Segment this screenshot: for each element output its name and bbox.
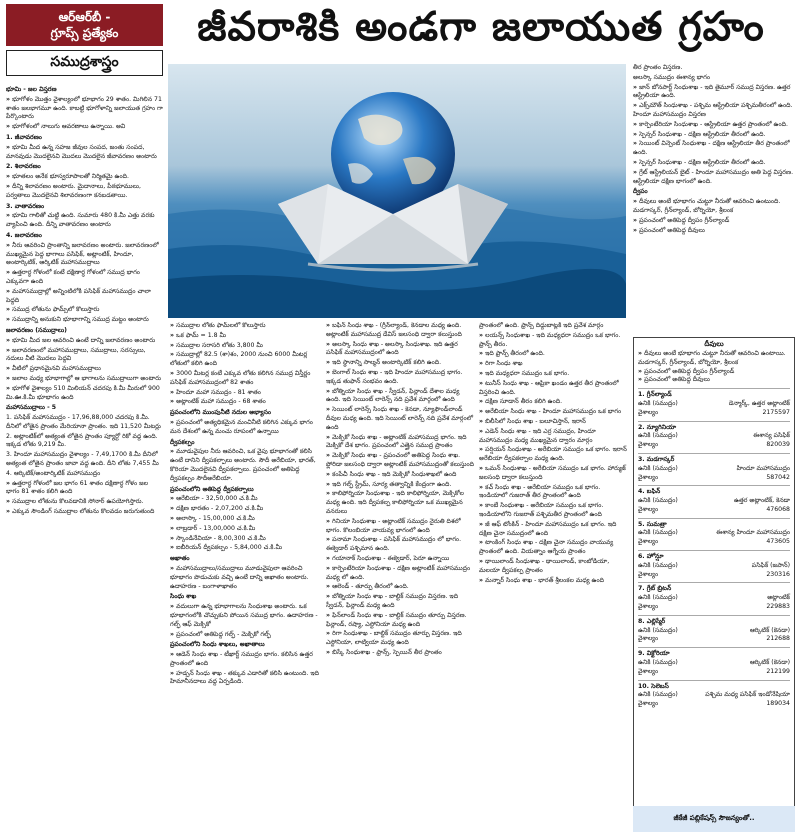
island-name: 4. బఫిన్ [638, 488, 661, 496]
c1-p29: » ఎక్కువ సౌండింగ్ సముద్రాల లోతును కొలవడం జరుగుతుంది [6, 508, 163, 517]
c5-p3: » ఎక్స్‌మౌత్ సింధుశాఖ - పశ్చిమ ఆస్ట్రేలియా పశ్చిమతీరంలో ఉంది. హిందూ మహాసముద్రం విస్తరణ [633, 102, 795, 120]
c5-p12: » ప్రపంచంలో అతిపెద్ద దీవులు [633, 227, 795, 236]
island-area: 2175597 [762, 408, 790, 416]
c1-p18: » జలావరణంలో మహాసముద్రాలు, సముద్రాలు, సరస్సులు, నదులు వీటి మొదలు పెద్దవి [6, 347, 163, 365]
island-location: హిందూ మహాసముద్రం [736, 464, 790, 472]
island-area-label: వైశాల్యం [638, 473, 659, 481]
c4-p10: » పర్షియన్ సింధుశాఖ - అరేబియా సముద్రం ఒక భాగం. ఇరాన్ అరేబియా ద్వీపకల్పాల మధ్య ఉంది. [479, 446, 629, 464]
c1-p20: » జలాల మధ్య భూభాగాల్లో ఆ భాగాలను సముద్రాలుగా అంటారు [6, 375, 163, 384]
c1-p27: » ఉత్తరార్ధ గోళంలో జల భాగం 61 శాతం దక్షిణార్ధ గోళం జల భాగం 81 శాతం కలిగి ఉంది [6, 480, 163, 498]
island-entry [638, 421, 790, 450]
tag-line-1: ఆర్‌ఆర్‌బీ - [58, 9, 111, 24]
c3-p4: » బోత్నియా సింధు శాఖ - స్వీడన్, ఫిన్లాండ్ దేశాల మధ్య ఉంది. ఇది సెయింట్ లారెన్స్ నది ప్రవేశ మార్గంలో ఉంది [326, 388, 474, 406]
island-entry [638, 550, 790, 579]
c5-p0: తీర ప్రాంతం విస్తరణ. [633, 64, 683, 71]
c3-p9: » ఇది గల్ఫ్ స్ట్రీమ్, సూర్య తత్వాన్నికి కేంద్రంగా ఉంది. [326, 481, 474, 490]
c2-p6: » అట్లాంటిక్ మహా సముద్రం - 68 శాతం [170, 398, 321, 407]
island-location: ఈశాన్య హిందూ మహాసముద్రం [716, 529, 790, 537]
c1-p25: 3. హిందూ మహాసముద్రం వైశాల్యం - 7,49,1700 కి.మీ దీనిలో అత్యంత లోతైన ప్రాంతం జావా వద్ద ఉంది. దీని లోతు 7,455 మీ [6, 451, 159, 468]
island-location: పసిఫిక్ (జపాన్) [751, 561, 790, 569]
c4-p13: » కాంబే సింధుశాఖ - అరేబియా సముద్రం ఒక భాగం. ఇండియాలోని గుజరాత్ పశ్చిమతీర ప్రాంతంలో ఉంది [479, 502, 629, 520]
islands-intro: » దీవులు అంటే భూభాగం చుట్టూ నీరుతో ఆవరించి ఉంటాయి. మడగాస్కర్, గ్రీన్‌ల్యాండ్, బోర్నియో, శ్రీలంక [638, 350, 790, 368]
c2-p5: » హిందూ మహా సముద్రం - 81 శాతం [170, 389, 321, 398]
island-name: 3. మడగాస్కర్ [638, 455, 675, 463]
c2-p11: ప్రపంచంలోని అతిపెద్ద ద్వీపకల్పాలు [170, 485, 254, 493]
c3-p0: » బఫిన్ సింధు శాఖ - (గ్రీన్‌ల్యాండ్, కెనడాల మధ్య ఉంది. అట్లాంటిక్ మహాసముద్ర డేవిస్ జలసంధి ద్వారా కలుస్తుంది [326, 322, 474, 340]
c1-p24: 2. అట్లాంటిక్‌లో అత్యంత లోతైన ప్రాంతం ప్యూర్టో రికో వద్ద ఉంది. ఇక్కడ లోతు 9,219 మీ. [6, 432, 158, 449]
c5-p6: » సెయింట్ విన్సెంట్ సింధుశాఖ - దక్షిణ ఆస్ట్రేలియా తీర ప్రాంతంలో ఉంది. [633, 140, 795, 158]
c1-p2: » భూగోళంలో నాలుగు ఆవరణాలు ఉన్నాయి. అవి [6, 123, 163, 132]
island-location: ఆర్కిటిక్ (కెనడా) [749, 626, 790, 634]
publication-credit: జీకేజీ పబ్లికేషన్స్ సౌజన్యంతో.. [633, 806, 795, 832]
c4-p2: » ఇది ఫ్రాన్స్ తీరంలో ఉంది. [479, 350, 629, 359]
c2-p4: » 3000 మీటర్ల కంటే ఎక్కువ లోతు కలిగిన సముద్ర విస్తీర్ణం పసిఫిక్ మహాసముద్రంలో 82 శాతం [170, 370, 321, 388]
c3-p18: » రిగా సింధుశాఖ - బాల్టిక్ సముద్రం తూర్పు విస్తరణ. ఇది ఎస్టోనియా, లాట్వియా మధ్య ఉంది [326, 630, 474, 648]
island-location: ఉత్తర అట్లాంటిక్, కెనడా [734, 497, 790, 505]
c2-p13: » దక్షిణ భారతం - 2,07,200 చ.కి.మీ [170, 505, 321, 514]
c4-p4: » ఇది మధ్యధరా సముద్రం ఒక భాగం. [479, 370, 629, 379]
c5-p5: » స్పెన్సర్ సింధుశాఖ - దక్షిణ ఆస్ట్రేలియా తీరంలో ఉంది. [633, 131, 795, 140]
c1-p6: » భూతలం అనేక భూస్వరూపాలతో నిర్మితమై ఉంది. [6, 173, 163, 182]
c2-p18: అఖాతం [170, 555, 190, 563]
c1-p11: » నీరు ఆవరించి ప్రాంతాన్ని జలావరణం అంటారు. జలావరణంలో ముఖ్యమైన పెద్ద భాగాలు పసిఫిక్, అట్లాంటిక్, హిందూ, అంటార్కిటిక్, ఆర్కిటిక్ మహాసముద్రాలు [6, 242, 163, 268]
c3-p6: » మెక్సికో సింధు శాఖ - అట్లాంటిక్ మహాసముద్ర భాగం. ఇది మెక్సికో దేశ భాగం. ప్రపంచంలో ఎత్తైన సముద్ర ప్రాంతం [326, 434, 474, 452]
c1-p19: » వీటిలో ప్రధానమైనవి మహాసముద్రాలు [6, 365, 163, 374]
island-area: 476068 [766, 505, 790, 513]
c1-p8: 3. వాతావరణం [6, 202, 45, 210]
c4-p12: » కచ్ సింధు శాఖ - అరేబియా సముద్రం ఒక భాగం. ఇండియాలో గుజరాత్ తీర ప్రాంతంలో ఉంది [479, 484, 629, 502]
c2-p10: » మూడువైపుల నీరు ఆవరించి, ఒక వైపు భూభాగంతో కలిసి ఉంటే దానిని ద్వీపకల్పాలు అంటారు. సౌదీ అరేబియా, భారత్, కొరియా మొదలైనవి ద్వీపకల్పాలు. ప్రపంచంలో అతిపెద్ద ద్వీపకల్పం సౌదీఅరేబియా. [170, 448, 321, 483]
c5-p10: » దీవులు అంటే భూభాగం చుట్టూ నీరుతో ఆవరించి ఉంటుంది. మడగాస్కర్, గ్రీన్‌ల్యాండ్, బోర్నియో, శ్రీలంక [633, 198, 795, 216]
c2-p9: ద్వీపకల్పం [170, 438, 195, 446]
island-entry [638, 453, 790, 482]
island-name: 10. సెలెబస్ [638, 682, 669, 690]
island-area: 212688 [766, 635, 790, 643]
c5-p9: ద్వీపం [633, 188, 648, 196]
c3-p10: » కాలిఫోర్నియా సింధుశాఖ - ఇది కాలిఫోర్నియా, మెక్సికోల మధ్య ఉంది. ఇది ద్వీపకల్ప కాలిఫోర్నియా ఒక ముఖ్యమైన వనరులు [326, 490, 474, 516]
c2-p14: » అలాస్కా - 15,00,000 చ.కి.మీ [170, 515, 321, 524]
island-location: ఈశాన్య పసిఫిక్ [753, 432, 790, 440]
c1-p14: » సముద్ర లోతును ఫామ్స్‌లో కొలుస్తారు [6, 306, 163, 315]
c2-p21: » వదులుగా ఉన్న భూభాగాలను సింధుశాఖ అంటారు. ఒక భూభాగంలోకి చొచ్చుకుని పోయిన సముద్ర భాగం. ఉదాహరణ - గల్ఫ్ ఆఫ్ మెక్సికో [170, 603, 321, 629]
column-1 [6, 84, 163, 832]
c1-p13: » మహాసముద్రాల్లో అన్నింటిలోకి పసిఫిక్ మహాసముద్రం చాలా పెద్దది [6, 288, 163, 306]
c1-p22: మహాసముద్రాలు - 5 [6, 404, 57, 412]
island-area-label: వైశాల్యం [638, 603, 659, 611]
c4-p9: » ఎడెన్ సింధు శాఖ - ఇది ఎర్ర సముద్రం, హిందూ మహాసముద్రం మధ్య ముఖ్యమైన ద్వారం మార్గం [479, 428, 629, 446]
island-area-label: వైశాల్యం [638, 570, 659, 578]
c4-p7: » అరేబియా సింధు శాఖ - హిందూ మహాసముద్రం ఒక భాగం [479, 408, 629, 417]
island-name: 2. న్యూగినియా [638, 423, 677, 431]
island-entry [638, 485, 790, 514]
c2-p20: సింధు శాఖ [170, 593, 197, 601]
c3-p19: » బిస్కే సింధుశాఖ - ఫ్రాన్స్, స్పెయిన్ తీర ప్రాంతం [326, 649, 474, 658]
island-area: 229883 [766, 603, 790, 611]
c4-p0: ప్రాంతంలో ఉంది. ఫ్రాన్స్ దిద్దుబాట్లకి ఇది ప్రవేశ మార్గం [479, 322, 604, 329]
island-location-label: ఉనికి (సముద్రం) [638, 626, 678, 634]
island-area-label: వైశాల్యం [638, 408, 659, 416]
c1-p28: » సముద్రాల లోతును కొలవడానికి సోనార్ ఉపయోగిస్తారు. [6, 498, 163, 507]
island-location-label: ఉనికి (సముద్రం) [638, 594, 678, 602]
islands-box-title: దీవులు [704, 340, 724, 348]
column-4 [479, 322, 629, 832]
island-area-label: వైశాల్యం [638, 538, 659, 546]
c3-p2: » ఇది స్థానాన్ని సాల్మన్ అంటార్కిటిక్ కలిగి ఉంది. [326, 359, 474, 368]
island-area-label: వైశాల్యం [638, 635, 659, 643]
c5-p2: » జాన్ బోనపార్ట్ సింధుశాఖ - ఇది తైమూర్ సముద్ర విస్తరణ. ఉత్తర ఆస్ట్రేలియా ఉంది. [633, 84, 795, 102]
c2-p7: ప్రపంచంలోని ముంపునీటి నదుల అభ్యాసం [170, 409, 272, 417]
c3-p12: » పనామా సింధుశాఖ - పసిఫిక్ మహాసముద్రం లో భాగం. ఈక్వెడార్ పశ్చిమాన ఉంది. [326, 536, 474, 554]
island-area: 189034 [766, 700, 790, 708]
c1-p26: 4. ఆర్కిటిక్/అంటార్కిటిక్ మహాసముద్రం [6, 469, 101, 477]
c1-p5: 2. శిలావరణం [6, 163, 41, 171]
c4-p6: » దక్షిణ సూడాన్ తీరం కలిగి ఉంది. [479, 398, 629, 407]
island-location-label: ఉనికి (సముద్రం) [638, 497, 678, 505]
island-location-label: ఉనికి (సముద్రం) [638, 561, 678, 569]
c4-p15: » టాంకింగ్ సింధు శాఖ - దక్షిణ చైనా సముద్రం వాయువ్య ప్రాంతంలో ఉంది. వియత్నాం ఆగ్నేయ ప్రాంతం [479, 539, 629, 557]
c1-p1: » భూగోళం మొత్తం వైశాల్యంలో భూభాగం 29 శాతం. మిగిలిన 71 శాతం జలభాగమూ ఉంది. కాబట్టి భూగోళాన్ని జలాయుత గ్రహం గా పేర్కొంటారు [6, 96, 163, 122]
c1-p15: » సముద్రాన్ని అనుకుని భూభాగాన్ని సముద్ర మట్టం అంటారు [6, 316, 163, 325]
c2-p19: » మహాసముద్రాలు/సముద్రాలు మూడువైపులా ఆవరించి భూభాగం పొడుచుకు వచ్చి ఉంటే దాన్ని అఖాతం అంటారు. ఉదాహరణ - బంగాళాఖాతం [170, 565, 321, 591]
c1-p12: » ఉత్తరార్ధ గోళంలో కంటే దక్షిణార్ధ గోళంలో సముద్ర భాగం ఎక్కువగా ఉంది [6, 269, 163, 287]
c2-p0: » సముద్రాల లోతు ఫామ్‌లలో కొలుస్తారు [170, 322, 321, 331]
column-3 [326, 322, 474, 832]
island-location: పశ్చిమ మధ్య పసిఫిక్ ఇండోనేషియా [705, 691, 790, 699]
c3-p15: » ఆలెండ్ - తూర్పు తీరంలో ఉంది. [326, 583, 474, 592]
c2-p16: » స్కాండినేవియా - 8,00,300 చ.కి.మీ [170, 535, 321, 544]
island-area-label: వైశాల్యం [638, 505, 659, 513]
island-entry [638, 680, 790, 709]
c5-p8: » గ్రేట్ ఆస్ట్రేలియన్ బైట్ - హిందూ మహాసముద్రం అతి పెద్ద విస్తరణ. ఆస్ట్రేలియా దక్షిణ భాగంలో ఉంది. [633, 169, 795, 187]
tag-line-2: గ్రూప్స్ ప్రత్యేకం [50, 26, 119, 40]
c2-p12: » ఆరేబియా - 32,50,000 చ.కి.మీ [170, 495, 321, 504]
island-location: అట్లాంటిక్ [767, 594, 790, 602]
island-name: 6. హోన్షూ [638, 553, 664, 561]
c2-p3: » సముద్రాల్లో 82.5 (శా)శం, 2000 నుంచి 6000 మీటర్ల లోతులో కలిగి ఉంది [170, 351, 321, 369]
c4-p17: » మన్నార్ సింధు శాఖ - భారత్ శ్రీలంకల మధ్య ఉంది [479, 577, 629, 586]
island-area: 820039 [766, 441, 790, 449]
island-area-label: వైశాల్యం [638, 441, 659, 449]
c4-p8: » బిలీసిలో సింధు శాఖ - బలూచిస్తాన్, ఇరాన్ [479, 418, 629, 427]
c3-p16: » బోత్నియా సింధు శాఖ - బాల్టిక్ సముద్రం విస్తరణ. ఇది స్వీడన్, ఫిన్లాండ్ మధ్య ఉంది [326, 593, 474, 611]
island-location: డెన్మార్క్, ఉత్తర అట్లాంటిక్ [728, 399, 790, 407]
c2-p24: » ఆడెన్ సింధు శాఖ - టీఖార్ట్ సముద్రం భాగం. కలిసిన ఉత్తర ప్రాంతంలో ఉంది [170, 651, 321, 669]
c2-p25: » హడ్సన్ సింధు శాఖ - తక్కువ ఎడారితో కలిసి ఉంటుంది. ఇది హిమానీనదాలు వద్ద ఏర్పడింది. [170, 670, 321, 688]
island-entry [638, 582, 790, 611]
c1-p7: » దీన్ని శిలావరణం అంటారు. మైదానాలు, పీఠభూములు, పర్వతాలు మొదలైనవి శిలావరణంగా కనబడతాయి. [6, 183, 163, 201]
island-name: 7. గ్రేట్ బ్రిటన్ [638, 585, 672, 593]
c4-p3: » రిగా సింధు శాఖ [479, 360, 629, 369]
c3-p1: » అలస్కా సింధు శాఖ - అలస్కా సింధుశాఖ. ఇది ఉత్తర పసిఫిక్ మహాసముద్రంలో ఉంది [326, 341, 474, 359]
c3-p14: » కార్పెంటేరియా సింధుశాఖ - దక్షిణ అట్లాంటిక్ మహాసముద్రం మధ్య లో ఉంది. [326, 565, 474, 583]
headline: జీవరాశికి అండగా జలాయుత గ్రహం [197, 4, 765, 50]
c2-p22: » ప్రపంచంలో అతిపెద్ద గల్ఫ్ - మెక్సికో గల్ఫ్ [170, 631, 321, 640]
c3-p11: » గినియా సింధుశాఖ - అట్లాంటిక్ సముద్రం నైరుతి దిశలో భాగం. కొలంబియా వాయవ్య భాగంలో ఉంది [326, 518, 474, 536]
c2-p2: » సముద్రాల సరాసరి లోతు 3,800 మీ [170, 342, 321, 351]
c1-p4: » భూమి మీద ఉన్న సహజ జీవుల సంపద, జంతు సంపద, మానవుడు మొదలైనవి మొదలు మొదలైన జీవావరణం అంటారు [6, 144, 163, 162]
island-area: 473605 [766, 538, 790, 546]
c5-p4: » కార్పెంటేరియా సింధుశాఖ - ఆస్ట్రేలియా ఉత్తర ప్రాంతంలో ఉంది. [633, 121, 795, 130]
islands-note-2: » ప్రపంచంలో అతిపెద్ద దీవులు [638, 376, 790, 385]
c2-p15: » లాబ్రడార్ - 13,00,000 చ.కి.మీ [170, 525, 321, 534]
island-name: 5. సుమత్రా [638, 520, 667, 528]
island-area-label: వైశాల్యం [638, 667, 659, 675]
c5-p11: » ప్రపంచంలో అతిపెద్ద ద్వీపం గ్రీన్‌ల్యాండ్ [633, 217, 795, 226]
island-entry [638, 647, 790, 676]
islands-note-1: » ప్రపంచంలో అతిపెద్ద ద్వీపం గ్రీన్‌ల్యాండ్ [638, 368, 790, 377]
island-location-label: ఉనికి (సముద్రం) [638, 529, 678, 537]
c1-p0: భూమి - జల విస్తరణ [6, 86, 57, 93]
island-entry [638, 388, 790, 417]
island-entry [638, 615, 790, 644]
c3-p7: » మెక్సికో సింధు శాఖ - ప్రపంచంలో అతిపెద్ద సింధు శాఖ. ఫ్లోరిడా జలసంధి ద్వారా అట్లాంటిక్ మహాసముద్రంతో కలుస్తుంది [326, 452, 474, 470]
island-location-label: ఉనికి (సముద్రం) [638, 432, 678, 440]
c1-p9: » భూమి గాలితో చుట్టి ఉంది. సుమారు 480 కి.మీ ఎత్తు వరకు వ్యాపించి ఉంది. దీన్ని వాతావరణం అంటారు [6, 212, 163, 230]
island-location: ఆర్కిటిక్ (కెనడా) [749, 659, 790, 667]
c1-p17: » భూమి మీద జల ఆవరించి ఉంటే దాన్ని జలావరణం అంటారు [6, 337, 163, 346]
c3-p17: » ఫిన్‌లాండ్ సింధు శాఖ - బాల్టిక్ సముద్రం తూర్పు విస్తరణ. ఫిన్లాండ్, రష్యా, ఎస్టోనియా మధ్య ఉంది [326, 612, 474, 630]
c5-p7: » స్పెన్సర్ సింధుశాఖ - దక్షిణ ఆస్ట్రేలియా తీరంలో ఉంది. [633, 159, 795, 168]
c3-p13: » గయానాక్ సింధుశాఖ - ఈక్వెడార్, పెరూ ఉన్నాయి [326, 555, 474, 564]
island-name: 9. విక్టోరియా [638, 650, 670, 658]
island-area: 587042 [766, 473, 790, 481]
section-tag [6, 4, 163, 80]
c4-p11: » ఒమన్ సింధుశాఖ - అరేబియా సముద్రం ఒక భాగం. హార్ముజ్ జలసంధి ద్వారా కలుస్తుంది [479, 465, 629, 483]
c4-p14: » జీ ఆఫ్ టోంకిన్ - హిందూ మహాసముద్రం ఒక భాగం. ఇది దక్షిణ చైనా సముద్రంలో ఉంది [479, 521, 629, 539]
c3-p3: » బెంగాల్ సింధు శాఖ - ఇది హిందూ మహాసముద్ర భాగం. ఇక్కడ తుఫాన్ సంభవం ఉంది. [326, 369, 474, 387]
island-location-label: ఉనికి (సముద్రం) [638, 691, 678, 699]
c1-p10: 4. జలావరణం [6, 231, 42, 239]
c1-p21: » భూగోళ వైశాల్యం 510 మిలియన్ చదరపు కి.మీ మీరులో 900 మి.ఊ.కి.మీ భూభాగం ఉంది [6, 385, 163, 403]
c4-p16: » థాయిలాండ్ సింధుశాఖ - థాయిలాండ్, కాంబోడియా, మలయా ద్వీపకల్ప ప్రాంతం [479, 558, 629, 576]
island-location-label: ఉనికి (సముద్రం) [638, 464, 678, 472]
c3-p8: » కంపేచీ సింధు శాఖ - ఇది మెక్సికో సింధుశాఖలో ఉంది [326, 471, 474, 480]
subject-label: సముద్రశాస్త్రం [6, 50, 163, 76]
c4-p1: » లయన్స్ సింధుశాఖ - ఇది మధ్యధరా సముద్రం ఒక భాగం. ఫ్రాన్స్ తీరం. [479, 332, 629, 350]
c1-p16: జలావరణం (సముద్రాలు) [6, 326, 67, 334]
c2-p8: » ప్రపంచంలో అత్యధికమైన మంచినీటి కలిగిన ఎక్కువ భాగం మన దేశంలో ఉన్న మంచు రూపంలో ఉన్నాయి [170, 419, 321, 437]
c1-p23: 1. పసిఫిక్ మహాసముద్రం - 17,96,88,000 చదరపు కి.మీ. దీనిలో లోతైన ప్రాంతం మేరియానా ప్రాంతం. ఇది 11,520 మీటర్లు [6, 414, 161, 430]
island-area: 212199 [766, 667, 790, 675]
islands-box [633, 337, 795, 823]
island-area: 230316 [766, 570, 790, 578]
c5-p1: అలస్కా సముద్రం ఈశాన్య భాగం [633, 73, 710, 81]
column-5 [633, 64, 795, 334]
island-location-label: ఉనికి (సముద్రం) [638, 399, 678, 407]
c2-p17: » ఐబీరియన్ ద్వీపకల్పం - 5,84,000 చ.కి.మీ [170, 544, 321, 553]
island-area-label: వైశాల్యం [638, 700, 659, 708]
island-name: 1. గ్రీన్‌ల్యాండ్ [638, 391, 672, 399]
column-2 [170, 322, 321, 832]
island-name: 8. ఎల్లిస్మేర్ [638, 617, 666, 625]
island-location-label: ఉనికి (సముద్రం) [638, 659, 678, 667]
c3-p5: » సెయింట్ లారెన్స్ సింధు శాఖ - కెనడా, న్యూఫౌండ్‌లాండ్ దీవుల మధ్య ఉంది. ఇది సెయింట్ లారెన్స్ నది ప్రవేశ మార్గంలో ఉంది [326, 406, 474, 432]
boat-globe-photo [168, 64, 626, 318]
c1-p3: 1. జీవావరణం [6, 133, 42, 141]
c4-p5: » టునీస్ సింధు శాఖ - ఆఫ్రికా ఖండం ఉత్తర తీర ప్రాంతంలో విస్తరించి ఉంది. [479, 380, 629, 398]
exam-tag [6, 4, 163, 46]
c2-p1: » ఒక ఫామ్ = 1.8 మీ [170, 332, 321, 341]
c2-p23: ప్రపంచంలోని సింధు శాఖలు, అఖాతాలు [170, 641, 265, 649]
island-entry [638, 518, 790, 547]
